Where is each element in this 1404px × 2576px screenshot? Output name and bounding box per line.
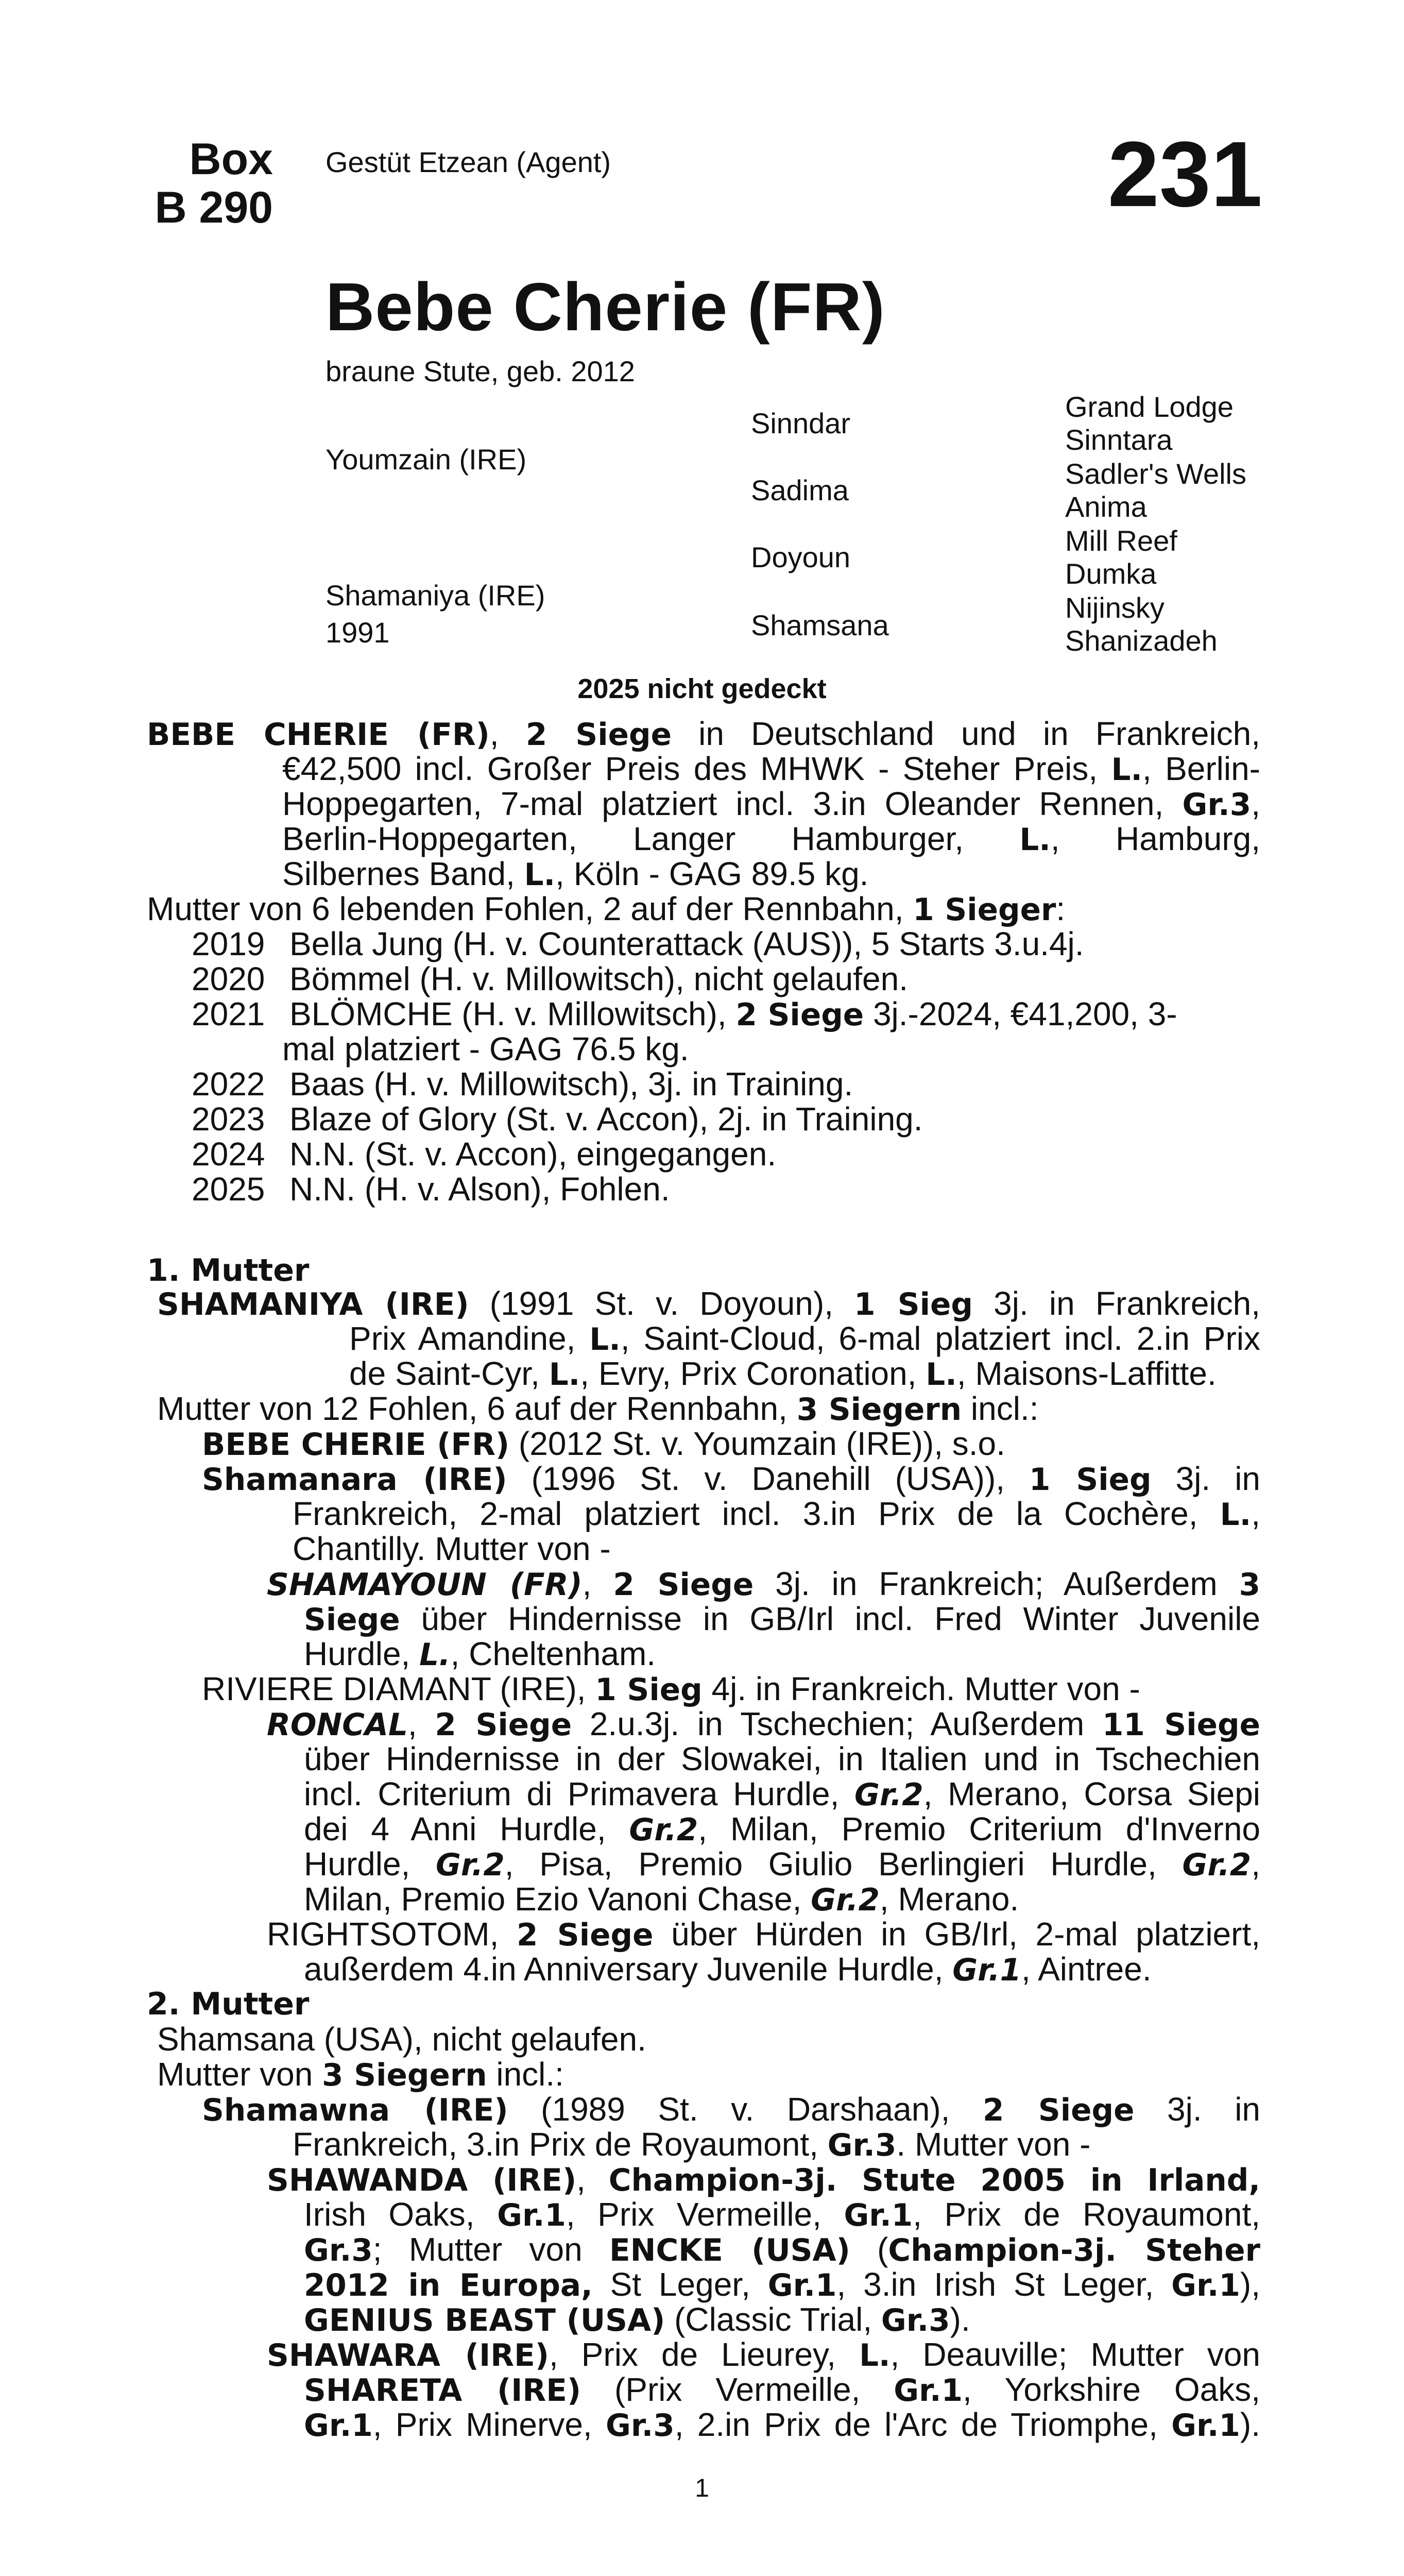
section-heading-1st-dam: 1. Mutter <box>147 1252 310 1289</box>
horse-description: braune Stute, geb. 2012 <box>326 355 635 387</box>
pedigree-dam: Shamaniya (IRE) <box>326 579 545 612</box>
foal-2021-cont: mal platziert - GAG 76.5 kg. <box>282 1030 689 1067</box>
pedigree-g3-6: Dumka <box>1065 557 1157 590</box>
text-line: Mutter von 6 lebenden Fohlen, 2 auf der Rennbahn, 1 Sieger: <box>147 890 1066 928</box>
covering-status: 2025 nicht gedeckt <box>577 673 827 704</box>
pedigree-sire-dam: Sadima <box>751 474 849 506</box>
text-line: Hurdle, L., Cheltenham. <box>304 1635 656 1673</box>
foal-2024: 2024 N.N. (St. v. Accon), eingegangen. <box>192 1136 777 1173</box>
pedigree-sire: Youmzain (IRE) <box>326 443 527 476</box>
catalogue-number: 231 <box>1107 123 1262 226</box>
text-line: €42,500 incl. Großer Preis des MHWK - Steher Preis, L., Berlin- <box>282 750 1261 788</box>
text-line: außerdem 4.in Anniversary Juvenile Hurdle, Gr.1, Aintree. <box>304 1951 1152 1988</box>
text-line: GENIUS BEAST (USA) (Classic Trial, Gr.3). <box>304 2301 970 2338</box>
foal-2023: 2023 Blaze of Glory (St. v. Accon), 2j. in Training. <box>192 1100 923 1138</box>
pedigree-g3-1: Grand Lodge <box>1065 391 1234 423</box>
foal-2022: 2022 Baas (H. v. Millowitsch), 3j. in Training. <box>192 1065 853 1103</box>
foal-2019: 2019 Bella Jung (H. v. Counterattack (AUS)), 5 Starts 3.u.4j. <box>192 925 1084 962</box>
pedigree-g3-3: Sadler's Wells <box>1065 457 1246 490</box>
text-line: SHAMANIYA (IRE) (1991 St. v. Doyoun), 1 Sieg 3j. in Frankreich, <box>157 1285 1261 1323</box>
box-location <box>149 135 273 232</box>
text-line: RIGHTSOTOM, 2 Siege über Hürden in GB/Irl, 2-mal platziert, <box>267 1916 1261 1953</box>
text-line: Siege über Hindernisse in GB/Irl incl. Fred Winter Juvenile <box>304 1600 1260 1638</box>
text-line: Shamawna (IRE) (1989 St. v. Darshaan), 2 Siege 3j. in <box>202 2091 1261 2128</box>
horse-name: Bebe Cherie (FR) <box>326 269 885 345</box>
text-line: SHAWANDA (IRE), Champion-3j. Stute 2005 in Irland, <box>267 2161 1260 2198</box>
pedigree-dam-sire: Doyoun <box>751 541 851 573</box>
text-line: SHAMAYOUN (FR), 2 Siege 3j. in Frankreich; Außerdem 3 <box>267 1565 1260 1603</box>
foal-2021: 2021 BLÖMCHE (H. v. Millowitsch), 2 Siege 3j.-2024, €41,200, 3- <box>192 995 1177 1033</box>
text-line: 2012 in Europa, St Leger, Gr.1, 3.in Irish St Leger, Gr.1), <box>304 2266 1261 2303</box>
pedigree-sire-sire: Sinndar <box>751 407 851 439</box>
text-line: Shamanara (IRE) (1996 St. v. Danehill (USA)), 1 Sieg 3j. in <box>202 1460 1261 1498</box>
text-line: dei 4 Anni Hurdle, Gr.2, Milan, Premio Criterium d'Inverno <box>304 1810 1260 1848</box>
text-line: RONCAL, 2 Siege 2.u.3j. in Tschechien; Außerdem 11 Siege <box>267 1705 1261 1743</box>
text-line: Mutter von 12 Fohlen, 6 auf der Rennbahn, 3 Siegern incl.: <box>157 1390 1039 1428</box>
agent-name: Gestüt Etzean (Agent) <box>326 146 611 178</box>
text-line: Silbernes Band, L., Köln - GAG 89.5 kg. <box>282 855 869 893</box>
foal-2025: 2025 N.N. (H. v. Alson), Fohlen. <box>192 1171 670 1208</box>
text-line: über Hindernisse in der Slowakei, in Italien und in Tschechien <box>304 1740 1260 1777</box>
pedigree-dam-year: 1991 <box>326 616 390 649</box>
text-line: SHAWARA (IRE), Prix de Lieurey, L., Deauville; Mutter von <box>267 2336 1260 2374</box>
pedigree-dam-dam: Shamsana <box>751 609 889 641</box>
text-line: Chantilly. Mutter von - <box>293 1530 611 1567</box>
text-line: Hoppegarten, 7-mal platziert incl. 3.in Oleander Rennen, Gr.3, <box>282 785 1260 823</box>
text-line: de Saint-Cyr, L., Evry, Prix Coronation, L., Maisons-Laffitte. <box>349 1355 1217 1393</box>
pedigree-g3-2: Sinntara <box>1065 423 1173 456</box>
text-line: Prix Amandine, L., Saint-Cloud, 6-mal platziert incl. 2.in Prix <box>349 1320 1261 1358</box>
pedigree-g3-5: Mill Reef <box>1065 524 1177 557</box>
text-line: SHARETA (IRE) (Prix Vermeille, Gr.1, Yorkshire Oaks, <box>304 2371 1261 2409</box>
text-line: Irish Oaks, Gr.1, Prix Vermeille, Gr.1, Prix de Royaumont, <box>304 2196 1261 2233</box>
text-line: Hurdle, Gr.2, Pisa, Premio Giulio Berlingieri Hurdle, Gr.2, <box>304 1845 1261 1883</box>
text-line: Gr.3; Mutter von ENCKE (USA) (Champion-3j. Steher <box>304 2231 1261 2268</box>
box-label: Box <box>189 134 273 184</box>
text-line: BEBE CHERIE (FR) (2012 St. v. Youmzain (IRE)), s.o. <box>202 1425 1005 1463</box>
text-line: Berlin-Hoppegarten, Langer Hamburger, L., Hamburg, <box>282 820 1261 858</box>
text-line: Milan, Premio Ezio Vanoni Chase, Gr.2, Merano. <box>304 1880 1019 1918</box>
text-line: BEBE CHERIE (FR), 2 Siege in Deutschland und in Frankreich, <box>147 715 1260 753</box>
page-number: 1 <box>695 2473 709 2502</box>
pedigree-g3-8: Shanizadeh <box>1065 624 1218 657</box>
section-heading-2nd-dam: 2. Mutter <box>147 1986 310 2022</box>
text-line: Frankreich, 3.in Prix de Royaumont, Gr.3. Mutter von - <box>293 2126 1091 2163</box>
foal-2020: 2020 Bömmel (H. v. Millowitsch), nicht gelaufen. <box>192 960 908 997</box>
text-line: Shamsana (USA), nicht gelaufen. <box>157 2021 646 2058</box>
pedigree-g3-4: Anima <box>1065 490 1147 523</box>
box-number: B 290 <box>155 183 273 232</box>
text-line: RIVIERE DIAMANT (IRE), 1 Sieg 4j. in Frankreich. Mutter von - <box>202 1670 1140 1708</box>
text-line: incl. Criterium di Primavera Hurdle, Gr.2, Merano, Corsa Siepi <box>304 1775 1261 1813</box>
text-line: Gr.1, Prix Minerve, Gr.3, 2.in Prix de l'Arc de Triomphe, Gr.1). <box>304 2406 1261 2444</box>
pedigree-g3-7: Nijinsky <box>1065 591 1165 624</box>
text-line: Mutter von 3 Siegern incl.: <box>157 2056 564 2093</box>
text-line: Frankreich, 2-mal platziert incl. 3.in Prix de la Cochère, L., <box>293 1495 1260 1533</box>
